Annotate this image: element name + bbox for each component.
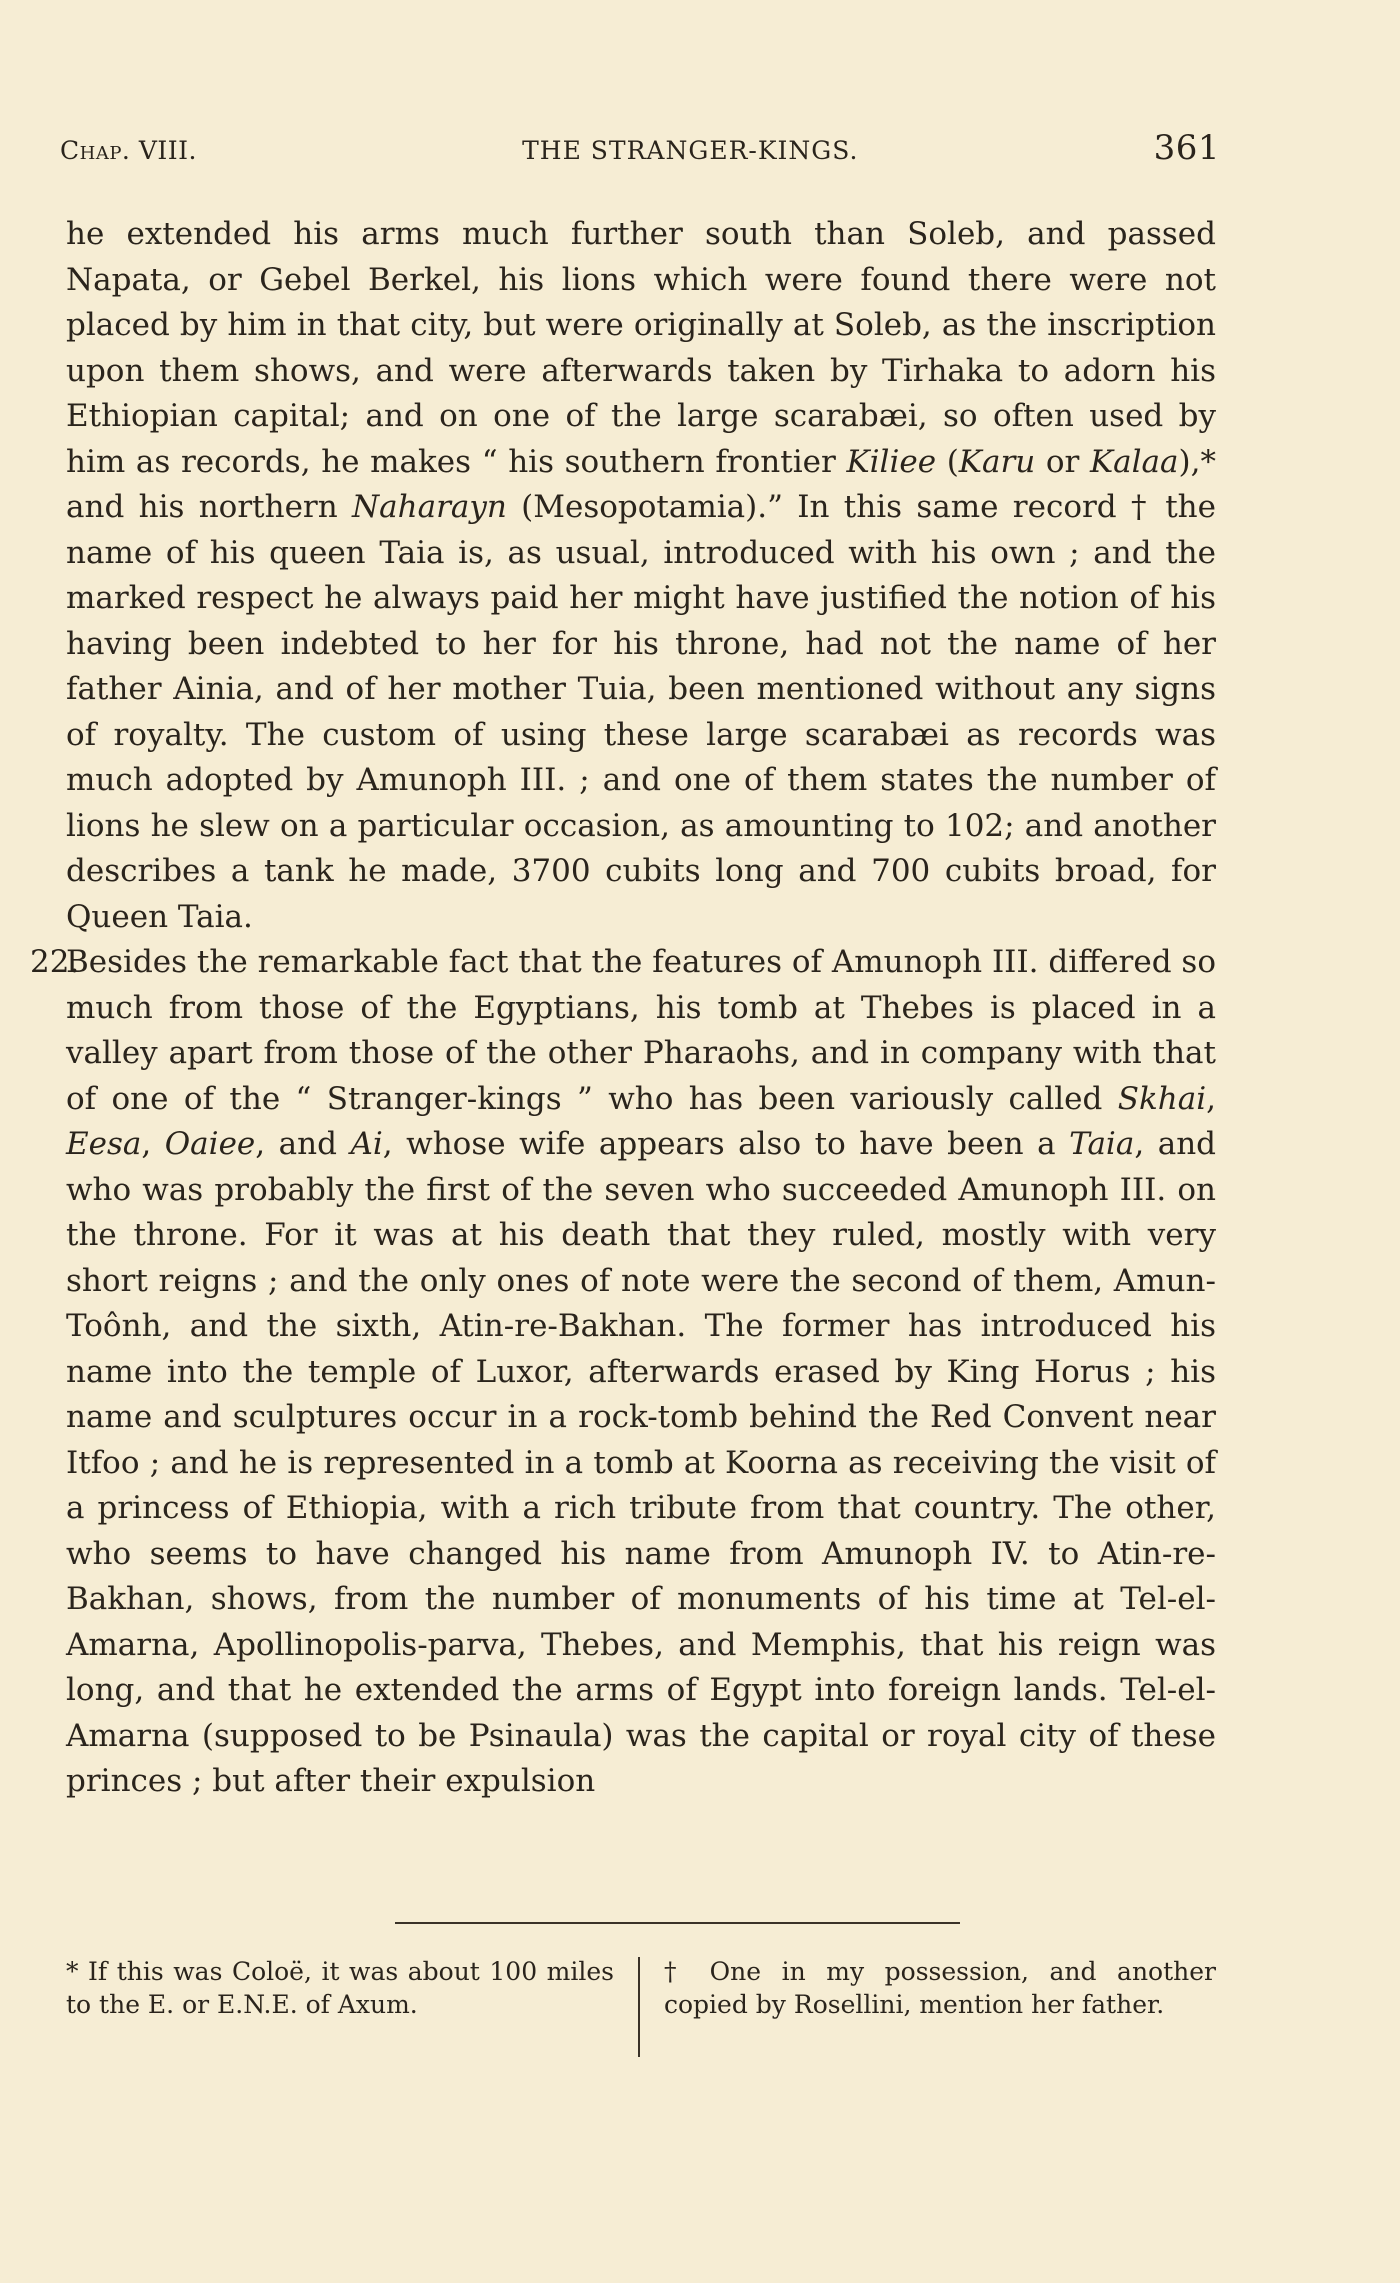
italic-term: Ai [350, 1126, 383, 1162]
italic-term: Eesa [66, 1126, 142, 1162]
text-run: , [141, 1126, 165, 1162]
footnote-asterisk: * If this was Coloë, it was about 100 miles to the E. or E.N.E. of Axum. [66, 1957, 614, 2019]
running-header [60, 128, 1220, 168]
italic-term: Kalaa [1090, 443, 1179, 480]
footnote-rule [395, 1922, 960, 1924]
text-run: , and who was probably the first of the seven who succeeded Amunoph III. on the throne. For it was at his death that they ruled, mostly with very short reigns ; and the only ones of note were the second of them, Amun-Toônh, and the sixth, Atin-re-Bakhan. The former has introduced his name into the temple of Luxor, afterwards erased by King Horus ; his name and sculptures occur in a rock-tomb behind the Red Convent near Itfoo ; and he is represented in a tomb at Koorna as receiving the visit of a princess of Ethiopia, with a rich tribute from that country. The other, who seems to have changed his name from Amunoph IV. to Atin-re-Bakhan, shows, from the number of monuments of his time at Tel-el-Amarna, Apollinopolis-parva, Thebes, and Memphis, that his reign was long, and that he extended the arms of Egypt into foreign lands. Tel-el-Amarna (supposed to be Psinaula) was the capital or royal city of these princes ; but after their expulsion [66, 1126, 1216, 1799]
page-number: 361 [1153, 128, 1220, 168]
body-text [30, 212, 1216, 1805]
text-run: , whose wife appears also to have been a [382, 1126, 1070, 1162]
text-run: or [1035, 443, 1090, 480]
text-run: ( [936, 443, 959, 480]
text-run: he extended his arms much further south than Soleb, and passed Napata, or Gebel Berkel, his lions which were found there were not placed by him in that city, but were originally at Soleb, as the inscription upon them shows, and were afterwards taken by Tirhaka to adorn his Ethiopian capital; and on one of the large scarabæi, so often used by him as records, he makes “ his southern frontier [66, 216, 1216, 480]
running-title: THE STRANGER-KINGS. [522, 136, 859, 165]
chapter-label: Chap. VIII. [60, 136, 197, 165]
text-run: , [1206, 1080, 1216, 1117]
italic-term: Karu [958, 443, 1036, 480]
paragraph-22 [30, 940, 1216, 1805]
paragraph-number: 22. [30, 944, 80, 980]
italic-term: Kiliee [846, 443, 937, 480]
text-run: (Mesopotamia).” In this same record † the name of his queen Taia is, as usual, introduced with his own ; and the marked respect he always paid her might have justified the notion of his having been indebted to her for his throne, had not the name of her father Ainia, and of her mother Tuia, been mentioned without any signs of royalty. The custom of using these large scarabæi as records was much adopted by Amunoph III. ; and one of them states the number of lions he slew on a particular occasion, as amounting to 102; and another describes a tank he made, 3700 cubits long and 700 cubits broad, for Queen Taia. [66, 489, 1216, 935]
footnotes [66, 1955, 1221, 2057]
text-run: ),* and his northern [66, 443, 1216, 525]
text-run: , and [255, 1126, 351, 1162]
footnote-dagger: † One in my possession, and another copied by Rosellini, mention her father. [664, 1957, 1216, 2019]
italic-term: Oaiee [164, 1126, 256, 1162]
paragraph-continued [66, 212, 1216, 940]
text-run: Besides the remarkable fact that the features of Amunoph III. differed so much from those of the Egyptians, his tomb at Thebes is placed in a valley apart from those of the other Pharaohs, and in company with that of one of the “ Stranger-kings ” who has been variously called [66, 944, 1216, 1117]
italic-term: Skhai [1117, 1080, 1207, 1117]
italic-term: Naharayn [352, 489, 507, 525]
italic-term: Taia [1069, 1126, 1135, 1162]
